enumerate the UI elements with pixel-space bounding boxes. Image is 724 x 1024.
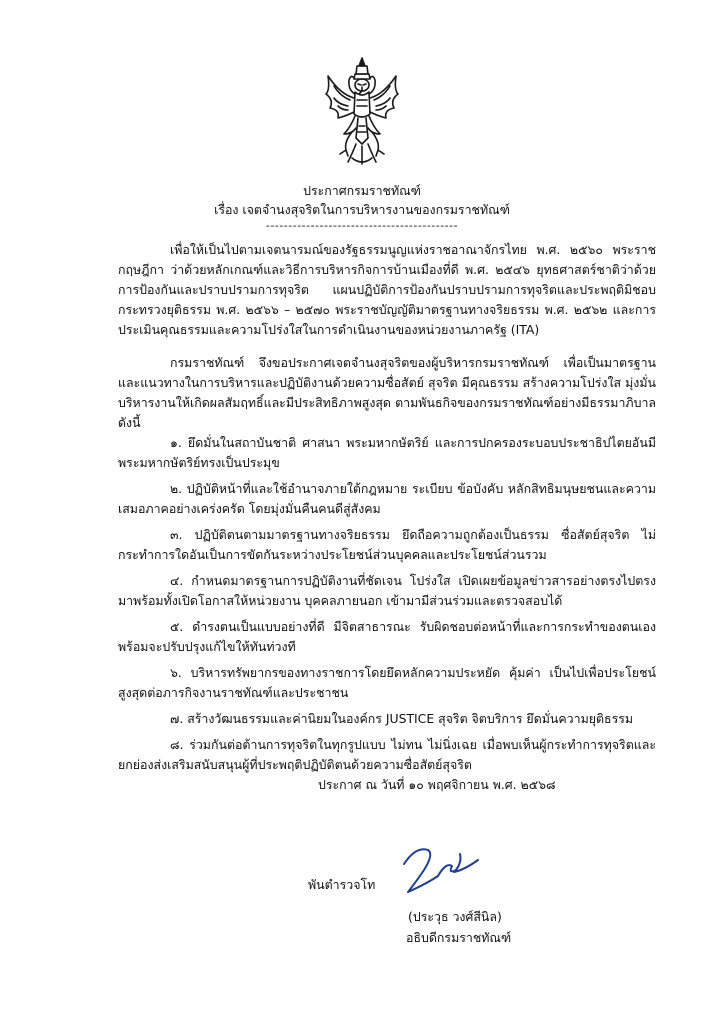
announcement-title: ประกาศกรมราชทัณฑ์	[303, 183, 421, 198]
commitment-item-8: ๘. ร่วมกันต่อต้านการทุจริตในทุกรูปแบบ ไม่ทน ไม่นิ่งเฉย เมื่อพบเห็นผู้กระทำการทุจริตและยกย่องส่งเสริมสนับสนุนผู้ที่ประพฤติปฏิบัติตนด้วยความซื่อสัตย์สุจริต	[118, 737, 656, 772]
commitment-item-4: ๔. กำหนดมาตรฐานการปฏิบัติงานที่ชัดเจน โปร่งใส เปิดเผยข้อมูลข่าวสารอย่างตรงไปตรงมาพร้อมทั้งเปิดโอกาสให้หน่วยงาน บุคคลภายนอก เข้ามามีส่วนร่วมและตรวจสอบได้	[118, 573, 656, 608]
commitment-item-6: ๖. บริหารทรัพยากรของทางราชการโดยยึดหลักความประหยัด คุ้มค่า เป็นไปเพื่อประโยชน์สูงสุดต่อภารกิจงานราชทัณฑ์และประชาชน	[118, 665, 656, 700]
commitment-item-3: ๓. ปฏิบัติตนตามมาตรฐานทางจริยธรรม ยึดถือความถูกต้องเป็นธรรม ซื่อสัตย์สุจริต ไม่กระทำการใดอันเป็นการขัดกันระหว่างประโยชน์ส่วนบุคคลและประโยชน์ส่วนรวม	[118, 527, 656, 562]
signer-name: (ประวุธ วงศ์สีนิล)	[408, 909, 502, 924]
announcement-body	[118, 240, 656, 775]
announcement-date: ประกาศ ณ วันที่ ๑๐ พฤศจิกายน พ.ศ. ๒๕๖๘	[318, 777, 556, 792]
signer-position: อธิบดีกรมราชทัณฑ์	[406, 930, 512, 945]
commitment-item-1: ๑. ยึดมั่นในสถาบันชาติ ศาสนา พระมหากษัตริย์ และการปกครองระบอบประชาธิปไตยอันมีพระมหากษัตริย์ทรงเป็นประมุข	[118, 435, 656, 470]
title-divider: -------------------------------------------	[265, 219, 459, 232]
preamble-paragraph: เพื่อให้เป็นไปตามเจตนารมณ์ของรัฐธรรมนูญแห่งราชอาณาจักรไทย พ.ศ. ๒๕๖๐ พระราชกฤษฎีกา ว่าด้วยหลักเกณฑ์และวิธีการบริหารกิจการบ้านเมืองที่ดี พ.ศ. ๒๕๔๖ ยุทธศาสตร์ชาติว่าด้วยการป้องกันและปราบปรามการทุจริต แผนปฏิบัติการป้องกันปราบปรามการทุจริตและประพฤติมิชอบกระทรวงยุติธรรม พ.ศ. ๒๕๖๖ – ๒๕๗๐ พระราชบัญญัติมาตรฐานทางจริยธรรม พ.ศ. ๒๕๖๒ และการประเมินคุณธรรมและความโปร่งใสในการดำเนินงานของหน่วยงานภาครัฐ (ITA)	[118, 242, 656, 337]
announcement-subject: เรื่อง เจตจำนงสุจริตในการบริหารงานของกรมราชทัณฑ์	[214, 202, 510, 217]
garuda-emblem-icon	[322, 54, 402, 166]
signature-image	[398, 840, 498, 900]
commitment-item-7: ๗. สร้างวัฒนธรรมและค่านิยมในองค์กร JUSTICE สุจริต จิตบริการ ยึดมั่นความยุติธรรม	[170, 711, 634, 726]
signer-rank: พันตำรวจโท	[308, 877, 376, 892]
declaration-paragraph: กรมราชทัณฑ์ จึงขอประกาศเจตจำนงสุจริตของผู้บริหารกรมราชทัณฑ์ เพื่อเป็นมาตรฐานและแนวทางในการบริหารและปฏิบัติงานด้วยความซื่อสัตย์ สุจริต มีคุณธรรม สร้างความโปร่งใส มุ่งมั่นบริหารงานให้เกิดผลสัมฤทธิ์และมีประสิทธิภาพสูงสุด ตามพันธกิจของกรมราชทัณฑ์อย่างมีธรรมาภิบาล ดังนี้	[118, 355, 656, 430]
commitment-item-2: ๒. ปฏิบัติหน้าที่และใช้อำนาจภายใต้กฎหมาย ระเบียบ ข้อบังคับ หลักสิทธิมนุษยชนและความเสมอภาคอย่างเคร่งครัด โดยมุ่งมั่นคืนคนดีสู่สังคม	[118, 481, 656, 516]
commitment-item-5: ๕. ดำรงตนเป็นแบบอย่างที่ดี มีจิตสาธารณะ รับผิดชอบต่อหน้าที่และการกระทำของตนเองพร้อมจะปรับปรุงแก้ไขให้ทันท่วงที	[118, 619, 656, 654]
